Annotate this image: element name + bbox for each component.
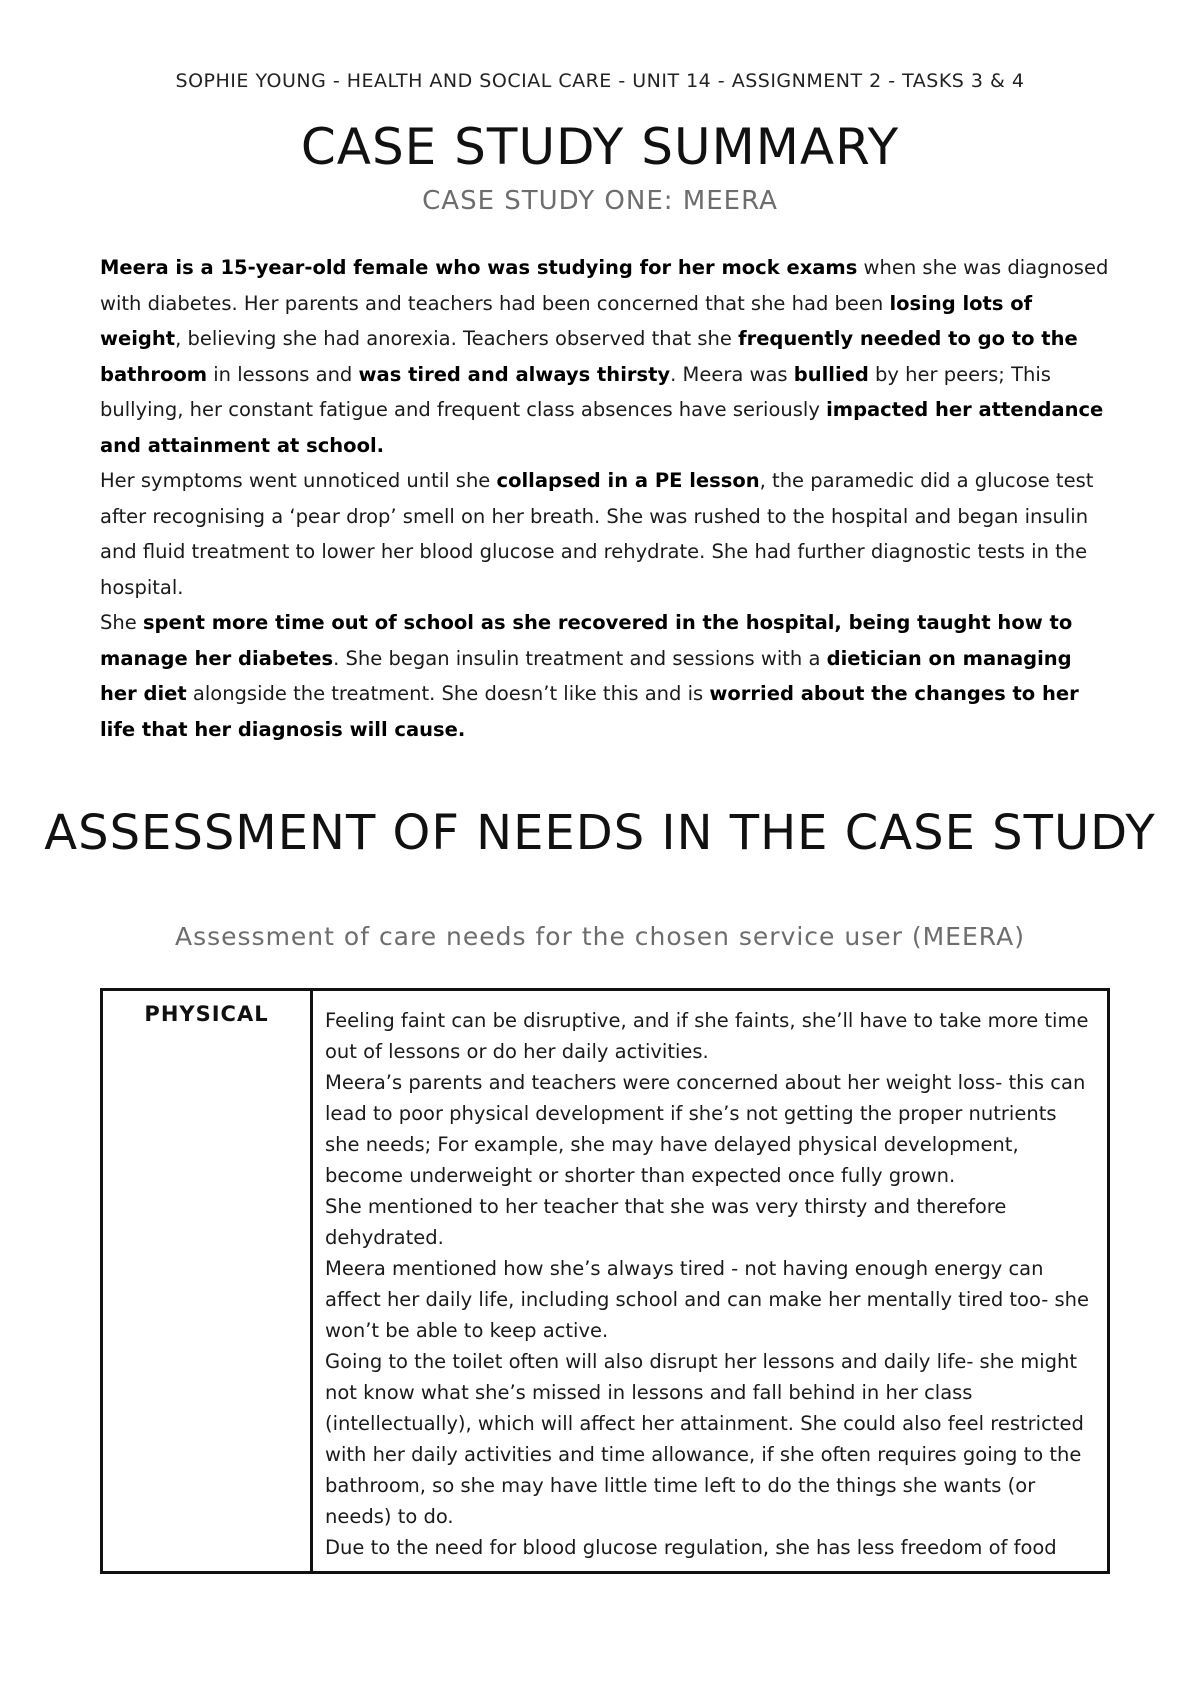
needs-line: Meera mentioned how she’s always tired - not having enough energy can affect her daily life, including school and can make her mentally tired too- she won’t be able to keep active. bbox=[325, 1257, 1090, 1342]
needs-line: Going to the toilet often will also disrupt her lessons and daily life- she might not know what she’s missed in lessons and fall behind in her class (intellectually), which will affect her attainment. She could also feel restricted with her daily activities and time allowance, if she often requires going to the bathroom, so she may have little time left to do the things she wants (or needs) to do. bbox=[325, 1350, 1084, 1528]
bold-phrase: losing lots of weight bbox=[100, 291, 1033, 350]
text-span: , the paramedic did a glucose test after recognising a ‘pear drop’ smell on her breath. She was rushed to the hospital and began insulin and fluid treatment to lower her blood glucose and rehydrate. She had further diagnostic tests in the hospital. bbox=[100, 469, 1094, 599]
bold-phrase: spent more time out of school as she recovered in the hospital, being taught how to manage her diabetes bbox=[100, 611, 1073, 670]
assessment-subtitle: Assessment of care needs for the chosen service user (MEERA) bbox=[174, 922, 1025, 951]
text-span: , believing she had anorexia. Teachers observed that she bbox=[175, 327, 739, 350]
summary-paragraph-1 bbox=[100, 250, 1110, 463]
needs-line: Due to the need for blood glucose regulation, she has less freedom of food bbox=[325, 1536, 1057, 1559]
needs-line: Feeling faint can be disruptive, and if she faints, she’ll have to take more time out of lessons or do her daily activities. bbox=[325, 1009, 1089, 1063]
assessment-title: ASSESSMENT OF NEEDS IN THE CASE STUDY bbox=[44, 805, 1156, 861]
text-span: . Meera was bbox=[670, 362, 794, 386]
bold-phrase: frequently needed to go to the bathroom bbox=[100, 327, 1078, 386]
text-span: when she was diagnosed with diabetes. Her parents and teachers had been concerned that she had been bbox=[100, 256, 1109, 315]
bold-phrase: dietician on managing her diet bbox=[100, 646, 1072, 705]
physical-needs-cell bbox=[313, 991, 1107, 1571]
text-span: She bbox=[100, 611, 143, 634]
bold-phrase: impacted her attendance and attainment at school. bbox=[100, 398, 1104, 457]
bold-phrase: bullied bbox=[793, 362, 869, 386]
document-header: SOPHIE YOUNG - HEALTH AND SOCIAL CARE - UNIT 14 - ASSIGNMENT 2 - TASKS 3 & 4 bbox=[175, 70, 1025, 92]
text-span: . She began insulin treatment and sessions with a bbox=[333, 646, 827, 670]
needs-table bbox=[100, 988, 1110, 1574]
needs-line: Meera’s parents and teachers were concerned about her weight loss- this can lead to poor physical development if she’s not getting the proper nutrients she needs; For example, she may have delayed physical development, become underweight or shorter than expected once fully grown. bbox=[325, 1071, 1086, 1187]
case-study-subtitle: CASE STUDY ONE: MEERA bbox=[422, 186, 778, 216]
text-span: in lessons and bbox=[207, 362, 359, 386]
category-cell-physical: PHYSICAL bbox=[103, 991, 313, 1571]
needs-line: She mentioned to her teacher that she was very thirsty and therefore dehydrated. bbox=[325, 1195, 1007, 1249]
text-span: alongside the treatment. She doesn’t like this and is bbox=[186, 682, 710, 705]
bold-phrase: collapsed in a PE lesson bbox=[496, 469, 760, 492]
case-study-summary-title: CASE STUDY SUMMARY bbox=[300, 118, 900, 176]
bold-phrase: Meera is a 15-year-old female who was studying for her mock exams bbox=[100, 256, 858, 279]
summary-paragraph-2 bbox=[100, 463, 1110, 605]
bold-phrase: was tired and always thirsty bbox=[358, 362, 671, 386]
bold-phrase: worried about the changes to her life that her diagnosis will cause. bbox=[100, 682, 1079, 741]
text-span: Her symptoms went unnoticed until she bbox=[100, 469, 497, 492]
text-span: by her peers; This bullying, her constant fatigue and frequent class absences have seriously bbox=[100, 362, 1051, 421]
case-study-summary-text bbox=[100, 250, 1110, 747]
summary-paragraph-3 bbox=[100, 605, 1110, 747]
